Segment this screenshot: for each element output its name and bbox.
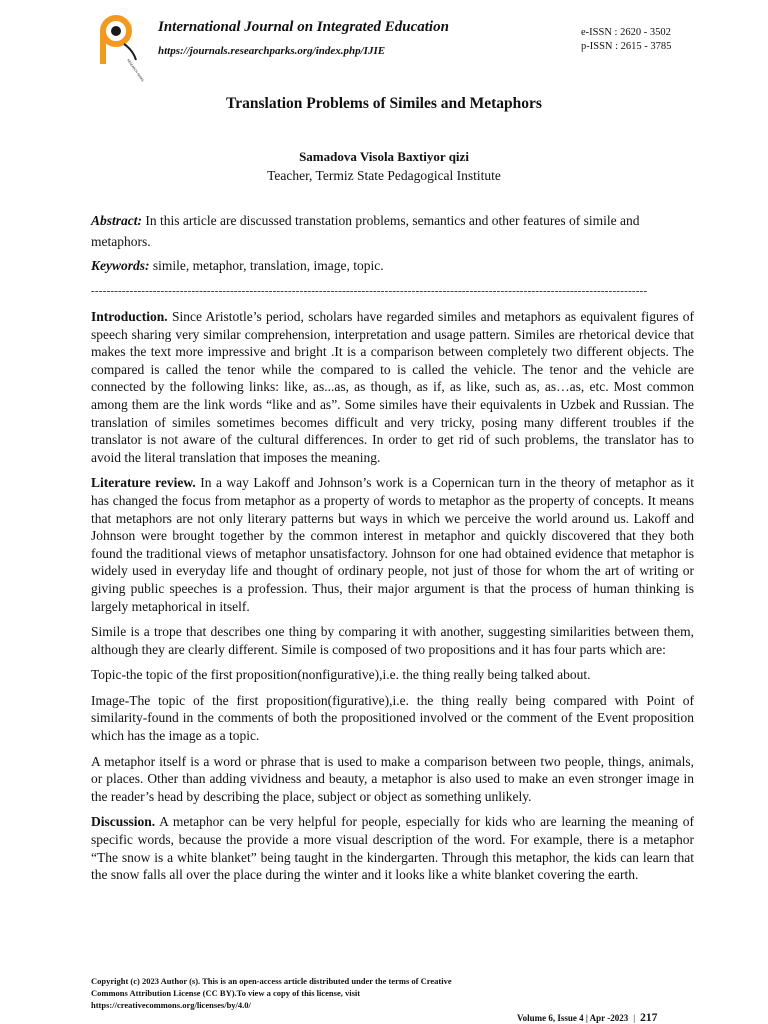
author-name: Samadova Visola Baxtiyor qizi [299, 149, 469, 164]
journal-url-link[interactable]: https://journals.researchparks.org/index.php/IJIE [158, 45, 386, 57]
author-affiliation: Teacher, Termiz State Pedagogical Institute [267, 168, 501, 183]
simile-paragraph: Simile is a trope that describes one thing by comparing it with another, suggesting similarities between them, although they are clearly different. Simile is composed of two propositions and it has four parts which are: [91, 624, 694, 657]
discussion-text: A metaphor can be very helpful for people, especially for kids who are learning the meaning of specific words, because the provide a more visual description of the word. For example, there is a metaphor “The snow is a white blanket” being taught in the kindergarten. Through this metaphor, the kids can learn that the snow falls all over the place during the winter and it looks like a white blanket covering the earth. [91, 814, 694, 883]
abstract-label: Abstract: [91, 213, 143, 228]
literature-review-text: In a way Lakoff and Johnson’s work is a Copernican turn in the theory of metaphor as it has changed the focus from metaphor as a property of words to metaphor as the property of concepts. It means that metaphors are not only literary patterns but ways in which we perceive the world around us. Lakoff and Johnson were brought together by the common interest in metaphor and quickly discovered that they both found the traditional views of metaphor unsatisfactory. Johnson for one had obtained evidence that metaphor is widely used in everyday life and thought of ordinary people, not just of those for whom the art of writing or giving public speeches is a profession. Thus, their major argument is that the process of human thinking is largely metaphorical in itself. [91, 475, 695, 614]
literature-review-paragraph [91, 474, 694, 615]
topic-paragraph: Topic-the topic of the first proposition(nonfigurative),i.e. the thing really being talked about. [91, 667, 591, 683]
issn-block [581, 26, 671, 54]
discussion-heading: Discussion. [91, 814, 156, 830]
discussion-paragraph [91, 813, 694, 883]
page-number: 217 [640, 1012, 658, 1024]
article-body [91, 308, 694, 892]
logo-text: RESEARCH PARKS [126, 58, 145, 83]
journal-name: International Journal on Integrated Education [158, 19, 449, 35]
introduction-text: Since Aristotle’s period, scholars have regarded similes and metaphors as equivalent figures of speech sharing very similar comprehension, interpretation and usage pattern. Similes are rhetorical device that makes the text more impressive and bright .It is a comparison between completely two different objects. The compared is called the tenor while the compared to is called the vehicle. The tenor and the vehicle are connected by the following links: like, as...as, as though, as if, as like, such as, as…as, etc. Most common among them are the link words “like and as”. Some similes have their equivalents in Uzbek and Russian. The translation of similes sometimes becomes difficult and very tricky, posing many different troubles if the translator is not aware of the cultural differences. In order to get rid of such problems, the translator has to avoid the literal translation that imposes the meaning. [91, 309, 694, 465]
section-divider: ------------------------------------------------------------------------------------------------------------------------------------------------ [91, 285, 648, 297]
copyright-notice: Copyright (c) 2023 Author (s). This is an open-access article distributed under the terms of Creative Commons Attribution License (CC BY).To view a copy of this license, visit https://creativecommons.org/licenses/by/4.0/ [91, 976, 452, 1010]
abstract-text: In this article are discussed transtation problems, semantics and other features of simile and metaphors. [91, 213, 640, 249]
eissn: e-ISSN : 2620 - 3502 [581, 27, 671, 38]
page-footer [517, 1012, 657, 1024]
research-parks-logo-icon [97, 14, 145, 83]
volume-info: Volume 6, Issue 4 | Apr -2023 [517, 1013, 629, 1023]
image-paragraph: Image-The topic of the first proposition(figurative),i.e. the thing really being compared with Point of similarity-found in the comments of both the propositioned involved or the comment of the Event proposition which has the image as a topic. [91, 692, 694, 744]
introduction-paragraph [91, 308, 694, 466]
abstract [91, 210, 694, 252]
metaphor-paragraph: A metaphor itself is a word or phrase that is used to make a comparison between two people, things, animals, or places. Other than adding vividness and beauty, a metaphor is also used to make an even stronger image in the reader’s head by describing the place, subject or object as something unlikely. [91, 753, 694, 804]
keywords [91, 258, 694, 274]
pissn: p-ISSN : 2615 - 3785 [581, 41, 672, 52]
journal-logo [97, 14, 145, 83]
footer-separator: | [633, 1013, 636, 1023]
keywords-label: Keywords: [91, 258, 150, 273]
article-title: Translation Problems of Similes and Metaphors [226, 95, 542, 112]
literature-review-heading: Literature review. [91, 475, 196, 491]
keywords-text: simile, metaphor, translation, image, topic. [152, 258, 384, 273]
introduction-heading: Introduction. [91, 309, 168, 324]
